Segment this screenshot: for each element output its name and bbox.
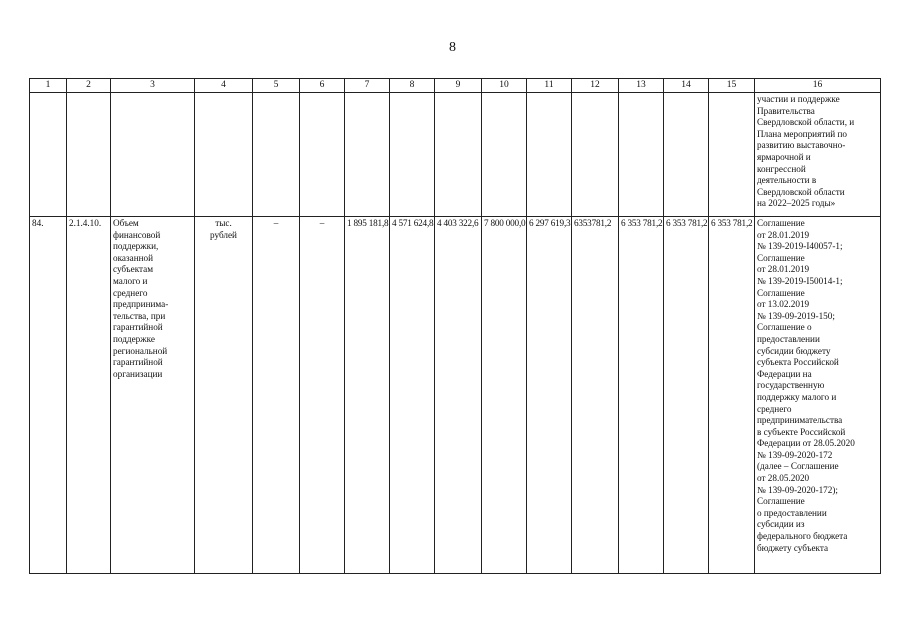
- value-col11: 6 297 619,3: [527, 217, 572, 574]
- value-col12: 6353781,2: [572, 217, 619, 574]
- value-col6: –: [300, 217, 345, 574]
- page-number: 8: [449, 40, 456, 55]
- value-col9: 4 403 322,6: [435, 217, 482, 574]
- indicator-name: Объем финансовой поддержки, оказанной субъектам малого и среднего предпринима- тельства, при гарантийной поддержке региональной гарантийной организации: [111, 217, 195, 574]
- value-col5: –: [253, 217, 300, 574]
- column-header: 13: [619, 79, 664, 93]
- column-header: 14: [664, 79, 709, 93]
- column-header: 5: [253, 79, 300, 93]
- column-header: 1: [30, 79, 67, 93]
- column-header: 10: [482, 79, 527, 93]
- column-header: 12: [572, 79, 619, 93]
- continuation-row: [30, 93, 881, 217]
- column-header: 16: [755, 79, 881, 93]
- source-document: Соглашение от 28.01.2019 № 139-2019-I40057-1; Соглашение от 28.01.2019 № 139-2019-I50014-1; Соглашение от 13.02.2019 № 139-09-2019-150; Соглашение о предоставлении субсидии бюджету субъекта Российской Федерации на государственную поддержку малого и среднего предпринимательства в субъекте Российской Федерации от 28.05.2020 № 139-09-2020-172 (далее – Соглашение от 28.05.2020 № 139-09-2020-172); Соглашение о предоставлении субсидии из федерального бюджета бюджету субъекта: [755, 217, 881, 574]
- unit-of-measure: тыс. рублей: [195, 217, 253, 574]
- data-table: [29, 78, 881, 574]
- column-header: 7: [345, 79, 390, 93]
- column-header: 3: [111, 79, 195, 93]
- column-header: 4: [195, 79, 253, 93]
- table-row: [30, 217, 881, 574]
- value-col10: 7 800 000,0: [482, 217, 527, 574]
- column-header: 8: [390, 79, 435, 93]
- column-header: 9: [435, 79, 482, 93]
- value-col13: 6 353 781,2: [619, 217, 664, 574]
- value-col8: 4 571 624,8: [390, 217, 435, 574]
- column-header: 6: [300, 79, 345, 93]
- continuation-text: участии и поддержке Правительства Свердловской области, и Плана мероприятий по развитию выставочно- ярмарочной и конгрессной деятельности в Свердловской области на 2022–2025 годы»: [755, 93, 881, 217]
- column-number-row: [30, 79, 881, 93]
- row-number: 84.: [30, 217, 67, 574]
- column-header: 11: [527, 79, 572, 93]
- column-header: 15: [709, 79, 755, 93]
- value-col15: 6 353 781,2: [709, 217, 755, 574]
- value-col7: 1 895 181,8: [345, 217, 390, 574]
- column-header: 2: [67, 79, 111, 93]
- item-code: 2.1.4.10.: [67, 217, 111, 574]
- value-col14: 6 353 781,2: [664, 217, 709, 574]
